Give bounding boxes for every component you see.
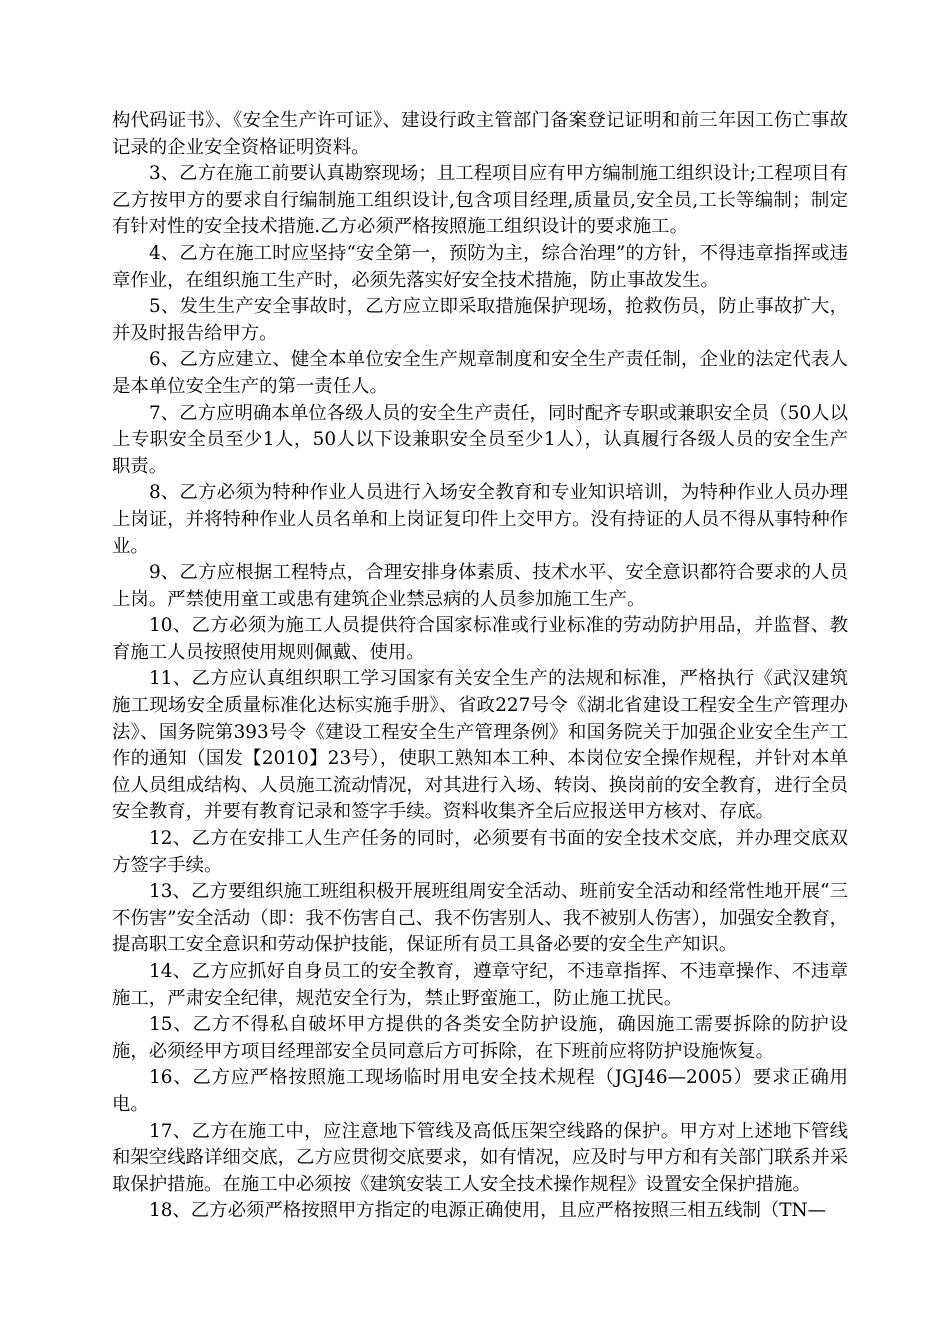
paragraph-clause-11: 11、乙方应认真组织职工学习国家有关安全生产的法规和标准，严格执行《武汉建筑施工现场安全质量标准化达标实施手册》、省政227号令《湖北省建设工程安全生产管理办法》、国务院第393号令《建设工程安全生产管理条例》和国务院关于加强企业安全生产工作的通知（国发【2010】23号），使职工熟知本工种、本岗位安全操作规程，并针对本单位人员组成结构、人员施工流动情况，对其进行入场、转岗、换岗前的安全教育，进行全员安全教育，并要有教育记录和签字手续。资料收集齐全后应报送甲方核对、存底。 bbox=[112, 668, 848, 823]
paragraph-clause-15: 15、乙方不得私自破坏甲方提供的各类安全防护设施，确因施工需要拆除的防护设施，必须经甲方项目经理部安全员同意后方可拆除，在下班前应将防护设施恢复。 bbox=[112, 1014, 848, 1062]
paragraph-clause-18: 18、乙方必须严格按照甲方指定的电源正确使用，且应严格按照三相五线制（TN— bbox=[149, 1200, 827, 1222]
paragraph-clause-7: 7、乙方应明确本单位各级人员的安全生产责任，同时配齐专职或兼职安全员（50人以上专职安全员至少1人，50人以下设兼职安全员至少1人），认真履行各级人员的安全生产职责。 bbox=[112, 402, 848, 477]
paragraph-clause-17: 17、乙方在施工中，应注意地下管线及高低压架空线路的保护。甲方对上述地下管线和架空线路详细交底，乙方应贯彻交底要求，如有情况，应及时与甲方和有关部门联系并采取保护措施。在施工中必须按《建筑安装工人安全技术操作规程》设置安全保护措施。 bbox=[112, 1120, 848, 1195]
paragraph-clause-5: 5、发生生产安全事故时，乙方应立即采取措施保护现场，抢救伤员，防止事故扩大，并及时报告给甲方。 bbox=[112, 296, 848, 344]
document-page bbox=[112, 108, 848, 1225]
paragraph-clause-16: 16、乙方应严格按照施工现场临时用电安全技术规程（JGJ46—2005）要求正确用电。 bbox=[112, 1067, 848, 1115]
paragraph-clause-8: 8、乙方必须为特种作业人员进行入场安全教育和专业知识培训，为特种作业人员办理上岗证，并将特种作业人员名单和上岗证复印件上交甲方。没有持证的人员不得从事特种作业。 bbox=[112, 482, 848, 557]
paragraph-clause-12: 12、乙方在安排工人生产任务的同时，必须要有书面的安全技术交底，并办理交底双方签字手续。 bbox=[112, 828, 848, 876]
paragraph-clause-9: 9、乙方应根据工程特点，合理安排身体素质、技术水平、安全意识都符合要求的人员上岗。严禁使用童工或患有建筑企业禁忌病的人员参加施工生产。 bbox=[112, 562, 848, 610]
paragraph-clause-10: 10、乙方必须为施工人员提供符合国家标准或行业标准的劳动防护用品，并监督、教育施工人员按照使用规则佩戴、使用。 bbox=[112, 615, 848, 663]
paragraph-continuation: 构代码证书》、《安全生产许可证》、建设行政主管部门备案登记证明和前三年因工伤亡事故记录的企业安全资格证明资料。 bbox=[112, 110, 848, 158]
paragraph-clause-14: 14、乙方应抓好自身员工的安全教育，遵章守纪，不违章指挥、不违章操作、不违章施工，严肃安全纪律，规范安全行为，禁止野蛮施工，防止施工扰民。 bbox=[112, 961, 848, 1009]
paragraph-clause-4: 4、乙方在施工时应坚持“安全第一，预防为主，综合治理”的方针，不得违章指挥或违章作业，在组织施工生产时，必须先落实好安全技术措施，防止事故发生。 bbox=[112, 242, 848, 291]
paragraph-clause-13: 13、乙方要组织施工班组积极开展班组周安全活动、班前安全活动和经常性地开展“三不伤害”安全活动（即：我不伤害自己、我不伤害别人、我不被别人伤害），加强安全教育，提高职工安全意识和劳动保护技能，保证所有员工具备必要的安全生产知识。 bbox=[112, 881, 848, 956]
paragraph-clause-6: 6、乙方应建立、健全本单位安全生产规章制度和安全生产责任制，企业的法定代表人是本单位安全生产的第一责任人。 bbox=[112, 349, 848, 397]
paragraph-clause-3: 3、乙方在施工前要认真勘察现场；且工程项目应有甲方编制施工组织设计;工程项目有乙方按甲方的要求自行编制施工组织设计,包含项目经理,质量员,安全员,工长等编制；制定有针对性的安全技术措施.乙方必须严格按照施工组织设计的要求施工。 bbox=[112, 163, 848, 238]
